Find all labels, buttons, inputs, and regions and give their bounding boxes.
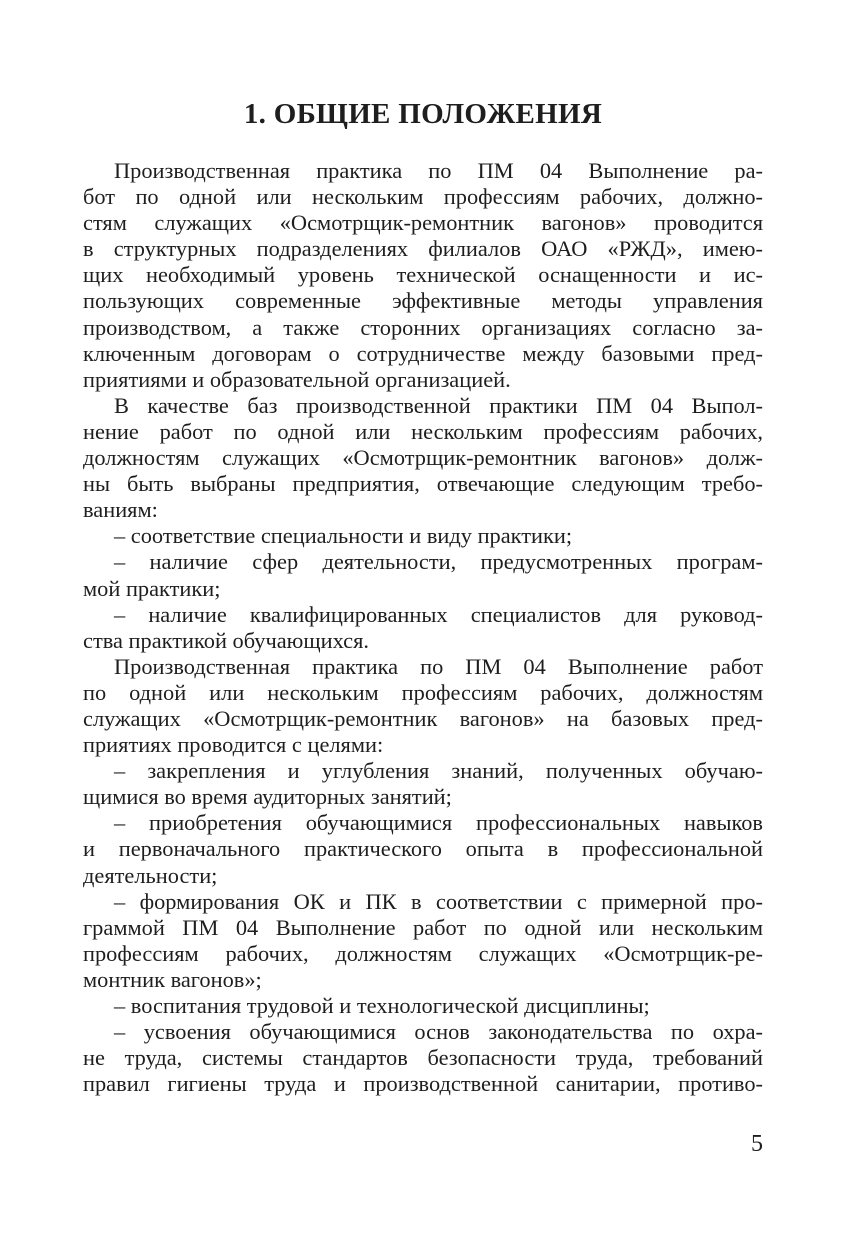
text-line: приятиями и образовательной организацией. — [83, 366, 511, 392]
text-line: – закрепления и углубления знаний, полученных обучаю- — [114, 758, 763, 784]
text-line: ваниям: — [83, 497, 158, 523]
text-line: Производственная практика по ПМ 04 Выполнение работ — [114, 653, 763, 679]
paragraph — [83, 602, 763, 654]
paragraph — [83, 654, 763, 758]
text-line: В качестве баз производственной практики ПМ 04 Выпол- — [114, 392, 763, 418]
paragraph — [83, 158, 763, 393]
text-line: – наличие сфер деятельности, предусмотренных програм- — [114, 549, 763, 575]
body-text — [83, 158, 763, 1097]
paragraph — [83, 810, 763, 888]
text-line: – наличие квалифицированных специалистов для руковод- — [114, 601, 763, 627]
text-line: приятиях проводится с целями: — [83, 732, 384, 758]
paragraph — [83, 758, 763, 810]
text-line: служащих «Осмотрщик-ремонтник вагонов» на базовых пред- — [83, 705, 763, 731]
text-line: мой практики; — [83, 575, 221, 601]
page-number: 5 — [751, 1131, 763, 1157]
text-line: не труда, системы стандартов безопасности труда, требований — [83, 1045, 763, 1071]
text-line: по одной или нескольким профессиям рабочих, должностям — [83, 679, 763, 705]
text-line: и первоначального практического опыта в профессиональной — [83, 836, 763, 862]
text-line: стям служащих «Осмотрщик-ремонтник вагонов» проводится — [83, 210, 763, 236]
text-line: нение работ по одной или нескольким профессиям рабочих, — [83, 418, 763, 444]
text-line: профессиям рабочих, должностям служащих «Осмотрщик-ре- — [83, 940, 763, 966]
text-line: ключенным договорам о сотрудничестве между базовыми пред- — [83, 340, 763, 366]
text-line: щих необходимый уровень технической оснащенности и ис- — [83, 262, 763, 288]
paragraph — [83, 889, 763, 993]
paragraph — [83, 393, 763, 523]
section-heading: 1. ОБЩИЕ ПОЛОЖЕНИЯ — [243, 98, 603, 130]
text-line: пользующих современные эффективные методы управления — [83, 288, 763, 314]
text-line: деятельности; — [83, 862, 218, 888]
paragraph — [83, 549, 763, 601]
text-line: правил гигиены труда и производственной санитарии, противо- — [83, 1071, 763, 1097]
text-line: граммой ПМ 04 Выполнение работ по одной или нескольким — [83, 914, 763, 940]
text-line: щимися во время аудиторных занятий; — [83, 784, 452, 810]
text-line: ны быть выбраны предприятия, отвечающие следующим требо- — [83, 471, 763, 497]
text-line: в структурных подразделениях филиалов ОАО «РЖД», имею- — [83, 236, 763, 262]
page-content — [83, 92, 763, 1097]
text-line: – приобретения обучающимися профессиональных навыков — [114, 810, 763, 836]
text-line: производством, а также сторонних организациях согласно за- — [83, 314, 763, 340]
text-line: ства практикой обучающихся. — [83, 627, 369, 653]
paragraph — [83, 993, 763, 1019]
text-line: – усвоения обучающимися основ законодательства по охра- — [114, 1019, 763, 1045]
paragraph — [83, 523, 763, 549]
paragraph — [83, 1019, 763, 1097]
text-line: монтник вагонов»; — [83, 966, 262, 992]
text-line: должностям служащих «Осмотрщик-ремонтник вагонов» долж- — [83, 445, 763, 471]
text-line: Производственная практика по ПМ 04 Выполнение ра- — [114, 158, 763, 183]
text-line: – соответствие специальности и виду практики; — [114, 523, 573, 549]
text-line: – воспитания трудовой и технологической дисциплины; — [114, 993, 650, 1018]
text-line: – формирования ОК и ПК в соответствии с примерной про- — [114, 888, 763, 914]
text-line: бот по одной или нескольким профессиям рабочих, должно- — [83, 184, 763, 210]
